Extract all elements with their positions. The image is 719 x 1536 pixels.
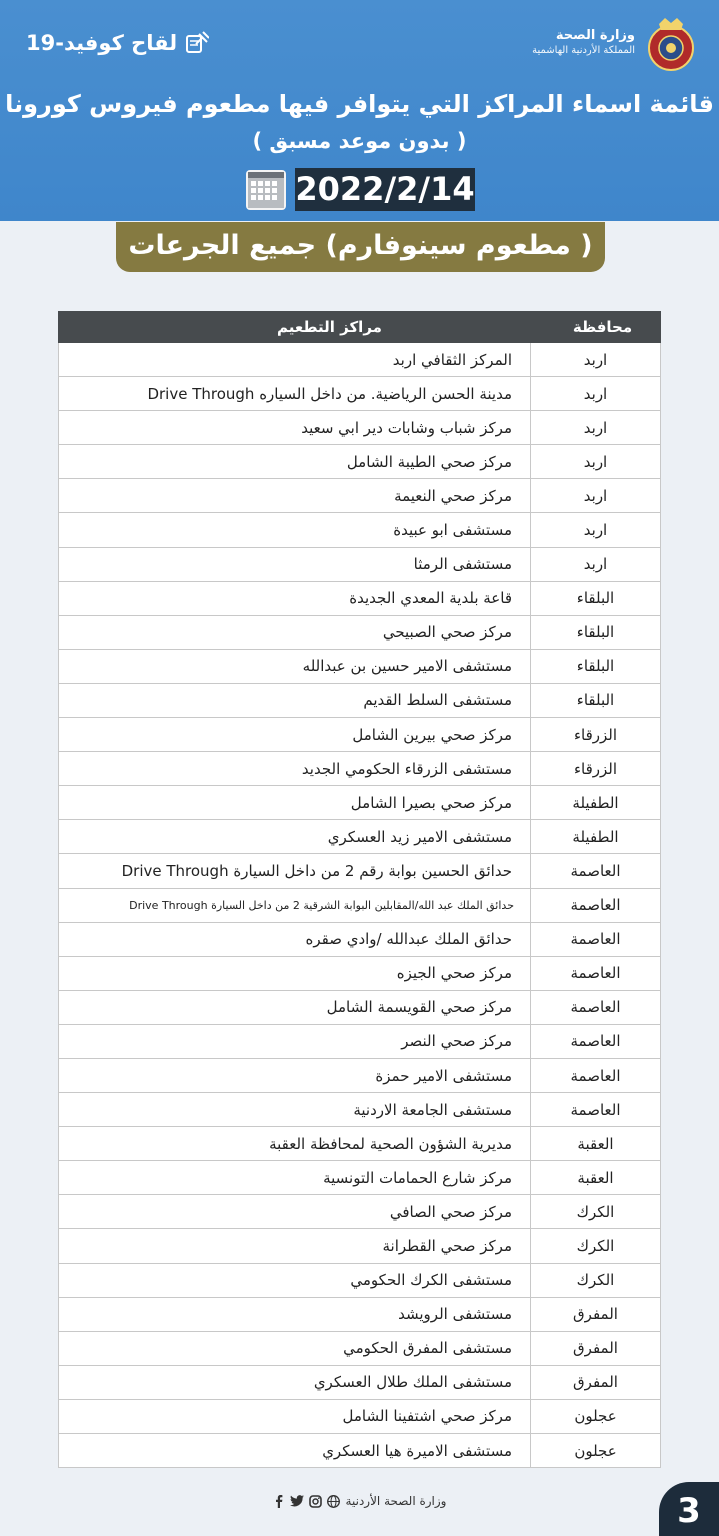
table-row	[59, 718, 661, 752]
calendar-icon	[244, 168, 288, 212]
center-cell: المركز الثقافي اربد	[59, 343, 531, 377]
governorate-cell: العاصمة	[531, 888, 661, 922]
table-row	[59, 479, 661, 513]
center-cell: مستشفى السلط القديم	[59, 683, 531, 717]
governorate-cell: البلقاء	[531, 649, 661, 683]
center-cell: مستشفى الملك طلال العسكري	[59, 1365, 531, 1399]
table-row	[59, 752, 661, 786]
center-cell: مركز صحي الصبيحي	[59, 615, 531, 649]
vaccine-tag	[26, 30, 209, 56]
center-cell: مركز صحي القويسمة الشامل	[59, 990, 531, 1024]
governorate-cell: اربد	[531, 547, 661, 581]
vaccination-centers-table	[58, 311, 661, 1468]
governorate-cell: اربد	[531, 513, 661, 547]
header	[0, 0, 719, 221]
center-cell: حدائق الملك عبدالله /وادي صقره	[59, 922, 531, 956]
table-body	[59, 343, 661, 1468]
governorate-cell: عجلون	[531, 1434, 661, 1468]
governorate-cell: العاصمة	[531, 922, 661, 956]
center-cell: مستشفى الامير حمزة	[59, 1058, 531, 1092]
center-cell: مركز صحي النعيمة	[59, 479, 531, 513]
table-row	[59, 956, 661, 990]
governorate-cell: الكرك	[531, 1263, 661, 1297]
governorate-cell: الطفيلة	[531, 820, 661, 854]
vaccine-syringe-icon	[183, 30, 209, 56]
table-row	[59, 1058, 661, 1092]
governorate-cell: الزرقاء	[531, 718, 661, 752]
table-row	[59, 1263, 661, 1297]
table-row	[59, 854, 661, 888]
center-cell: حدائق الحسين بوابة رقم 2 من داخل السيارة Drive Through	[59, 854, 531, 888]
governorate-cell: الكرك	[531, 1195, 661, 1229]
page-title: قائمة اسماء المراكز التي يتوافر فيها مطعوم فيروس كورونا	[5, 90, 714, 118]
center-cell: مركز صحي الطيبة الشامل	[59, 445, 531, 479]
table-header-row	[59, 312, 661, 343]
table-row	[59, 547, 661, 581]
governorate-cell: اربد	[531, 411, 661, 445]
table-row	[59, 1365, 661, 1399]
table-row	[59, 1399, 661, 1433]
center-cell: مركز شارع الحمامات التونسية	[59, 1161, 531, 1195]
governorate-cell: المفرق	[531, 1331, 661, 1365]
table-row	[59, 1297, 661, 1331]
center-cell: مركز صحي بيرين الشامل	[59, 718, 531, 752]
center-cell: مستشفى ابو عبيدة	[59, 513, 531, 547]
governorate-cell: العاصمة	[531, 1024, 661, 1058]
page-number: 3	[659, 1482, 719, 1536]
table-row	[59, 990, 661, 1024]
facebook-icon[interactable]	[273, 1495, 285, 1508]
jordan-emblem-icon	[645, 14, 697, 74]
center-cell: مستشفى الاميرة هيا العسكري	[59, 1434, 531, 1468]
center-cell: مركز صحي القطرانة	[59, 1229, 531, 1263]
date-badge: 2022/2/14	[295, 168, 475, 211]
instagram-icon[interactable]	[309, 1495, 322, 1508]
governorate-cell: العقبة	[531, 1161, 661, 1195]
governorate-cell: اربد	[531, 377, 661, 411]
table-row	[59, 649, 661, 683]
center-cell: مركز صحي بصيرا الشامل	[59, 786, 531, 820]
twitter-icon[interactable]	[290, 1495, 304, 1507]
center-cell: مستشفى الزرقاء الحكومي الجديد	[59, 752, 531, 786]
center-cell: مركز صحي اشتفينا الشامل	[59, 1399, 531, 1433]
table-row	[59, 820, 661, 854]
table-row	[59, 377, 661, 411]
governorate-cell: العاصمة	[531, 854, 661, 888]
table-row	[59, 445, 661, 479]
governorate-cell: العاصمة	[531, 990, 661, 1024]
center-cell: مركز صحي الجيزه	[59, 956, 531, 990]
center-cell: مدينة الحسن الرياضية. من داخل السياره Drive Through	[59, 377, 531, 411]
center-cell: حدائق الملك عبد الله/المقابلين البوابة الشرقية 2 من داخل السيارة Drive Through	[59, 888, 531, 922]
governorate-cell: عجلون	[531, 1399, 661, 1433]
table-row	[59, 786, 661, 820]
vaccine-tag-label: لقاح كوفيد-19	[26, 31, 178, 55]
table-row	[59, 1093, 661, 1127]
globe-icon[interactable]	[327, 1495, 340, 1508]
table-row	[59, 1024, 661, 1058]
table-row	[59, 683, 661, 717]
ministry-name: وزارة الصحة	[555, 28, 635, 43]
governorate-cell: المفرق	[531, 1365, 661, 1399]
center-cell: قاعة بلدية المعدي الجديدة	[59, 581, 531, 615]
center-cell: مستشفى الامير زيد العسكري	[59, 820, 531, 854]
ministry-block	[532, 28, 635, 58]
governorate-cell: الطفيلة	[531, 786, 661, 820]
governorate-cell: العاصمة	[531, 956, 661, 990]
table-row	[59, 1229, 661, 1263]
table-row	[59, 888, 661, 922]
kingdom-name: المملكة الأردنية الهاشمية	[532, 45, 635, 56]
governorate-cell: الزرقاء	[531, 752, 661, 786]
header-governorate: محافظة	[531, 312, 661, 343]
center-cell: مركز شباب وشابات دير ابي سعيد	[59, 411, 531, 445]
header-center: مراكز التطعيم	[59, 312, 531, 343]
table-row	[59, 581, 661, 615]
table-row	[59, 513, 661, 547]
vaccine-type-banner: ( مطعوم سينوفارم) جميع الجرعات	[116, 222, 605, 272]
page-subtitle: ( بدون موعد مسبق )	[252, 129, 467, 153]
center-cell: مستشفى الرمثا	[59, 547, 531, 581]
table-row	[59, 343, 661, 377]
governorate-cell: العاصمة	[531, 1058, 661, 1092]
governorate-cell: المفرق	[531, 1297, 661, 1331]
governorate-cell: البلقاء	[531, 615, 661, 649]
table-row	[59, 922, 661, 956]
governorate-cell: البلقاء	[531, 683, 661, 717]
center-cell: مركز صحي الصافي	[59, 1195, 531, 1229]
governorate-cell: اربد	[531, 343, 661, 377]
table-row	[59, 1161, 661, 1195]
table-row	[59, 1434, 661, 1468]
governorate-cell: اربد	[531, 479, 661, 513]
governorate-cell: العاصمة	[531, 1093, 661, 1127]
table-row	[59, 1127, 661, 1161]
center-cell: مستشفى المفرق الحكومي	[59, 1331, 531, 1365]
center-cell: مركز صحي النصر	[59, 1024, 531, 1058]
center-cell: مستشفى الرويشد	[59, 1297, 531, 1331]
governorate-cell: اربد	[531, 445, 661, 479]
table-row	[59, 615, 661, 649]
center-cell: مستشفى الجامعة الاردنية	[59, 1093, 531, 1127]
governorate-cell: البلقاء	[531, 581, 661, 615]
center-cell: مستشفى الكرك الحكومي	[59, 1263, 531, 1297]
center-cell: مستشفى الامير حسين بن عبدالله	[59, 649, 531, 683]
social-icons	[273, 1495, 340, 1508]
center-cell: مديرية الشؤون الصحية لمحافظة العقبة	[59, 1127, 531, 1161]
table-row	[59, 411, 661, 445]
governorate-cell: العقبة	[531, 1127, 661, 1161]
table-row	[59, 1331, 661, 1365]
governorate-cell: الكرك	[531, 1229, 661, 1263]
table-row	[59, 1195, 661, 1229]
footer-text: وزارة الصحة الأردنية	[345, 1494, 447, 1508]
footer	[0, 1494, 719, 1508]
